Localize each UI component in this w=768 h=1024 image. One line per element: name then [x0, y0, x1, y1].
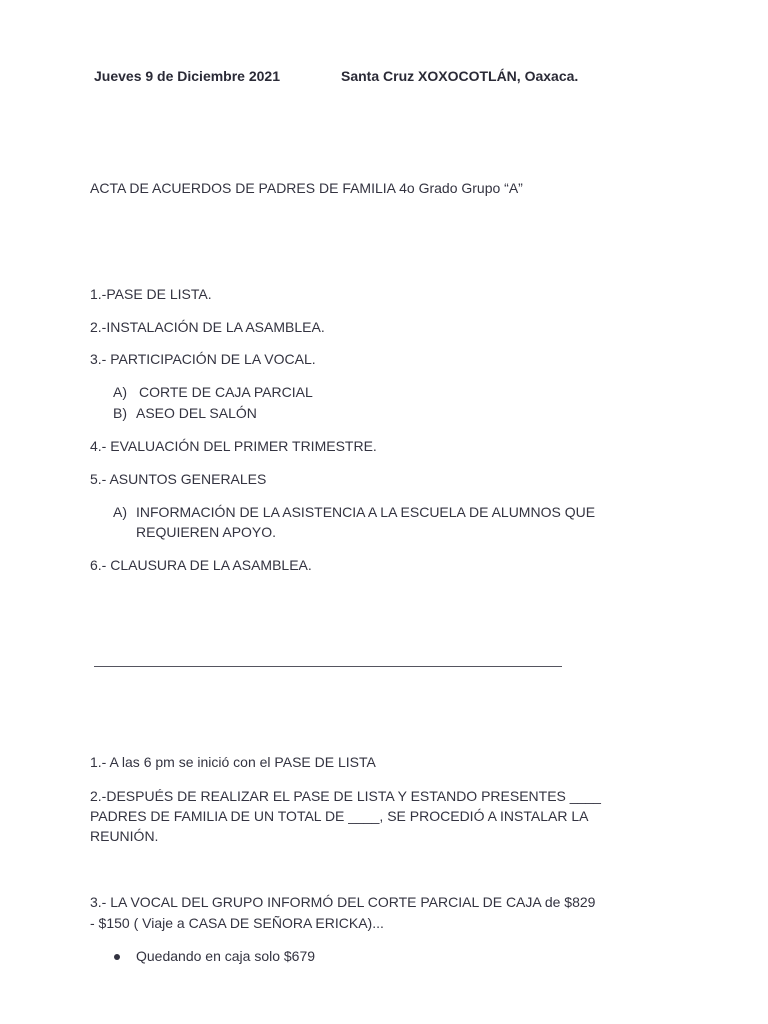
minutes-paragraph-2-line: PADRES DE FAMILIA DE UN TOTAL DE ____, SE PROCEDIÓ A INSTALAR LA	[90, 808, 589, 824]
agenda-sub-marker: B)	[113, 405, 127, 421]
header-place: Santa Cruz XOXOCOTLÁN, Oaxaca.	[341, 68, 579, 84]
agenda-item-6: 6.- CLAUSURA DE LA ASAMBLEA.	[90, 557, 312, 573]
minutes-bullet-item: Quedando en caja solo $679	[136, 948, 316, 964]
agenda-sub-item: INFORMACIÓN DE LA ASISTENCIA A LA ESCUELA DE ALUMNOS QUE	[136, 504, 596, 520]
agenda-sub-marker: A)	[113, 384, 127, 400]
minutes-paragraph-3-line: - $150 ( Viaje a CASA DE SEÑORA ERICKA)...	[90, 915, 384, 931]
minutes-paragraph-3-line: 3.- LA VOCAL DEL GRUPO INFORMÓ DEL CORTE PARCIAL DE CAJA de $829	[90, 894, 596, 910]
agenda-sub-item: CORTE DE CAJA PARCIAL	[139, 384, 313, 400]
agenda-sub-marker: A)	[113, 504, 127, 520]
minutes-paragraph-1: 1.- A las 6 pm se inició con el PASE DE LISTA	[90, 754, 376, 770]
agenda-item-3: 3.- PARTICIPACIÓN DE LA VOCAL.	[90, 351, 316, 367]
minutes-paragraph-2-line: REUNIÓN.	[90, 828, 159, 844]
agenda-sub-item: ASEO DEL SALÓN	[136, 405, 257, 421]
section-divider	[94, 666, 562, 667]
agenda-item-1: 1.-PASE DE LISTA.	[90, 286, 212, 302]
bullet-dot	[114, 954, 120, 960]
agenda-item-4: 4.- EVALUACIÓN DEL PRIMER TRIMESTRE.	[90, 438, 377, 454]
agenda-item-2: 2.-INSTALACIÓN DE LA ASAMBLEA.	[90, 319, 325, 335]
agenda-item-5: 5.- ASUNTOS GENERALES	[90, 471, 267, 487]
minutes-paragraph-2-line: 2.-DESPUÉS DE REALIZAR EL PASE DE LISTA Y ESTANDO PRESENTES ____	[90, 788, 601, 804]
agenda-sub-item-continued: REQUIEREN APOYO.	[136, 524, 277, 540]
header-date: Jueves 9 de Diciembre 2021	[94, 68, 281, 84]
document-title: ACTA DE ACUERDOS DE PADRES DE FAMILIA 4o Grado Grupo “A”	[90, 180, 523, 196]
